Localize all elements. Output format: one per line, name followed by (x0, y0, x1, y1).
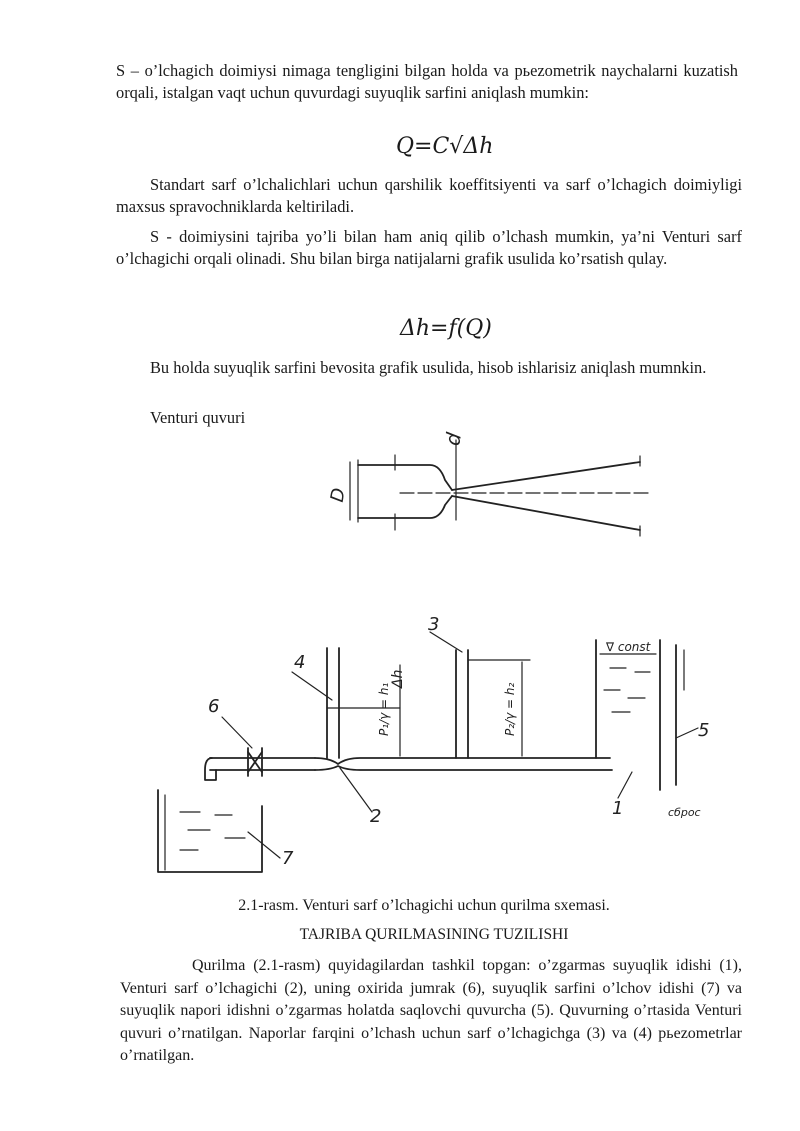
label-p2-h2: P₂/γ = h₂ (503, 682, 517, 736)
dimension-D-label: D (326, 486, 350, 504)
paragraph-standard-meters: Standart sarf o’lchalichlari uchun qarshilik koeffitsiyenti va sarf o’lchagich doimiyligi maxsus spravochniklarda keltiriladi. (116, 175, 742, 216)
label-sbros: сброс (668, 806, 701, 819)
formula-head-function: Δh=f(Q) (400, 316, 492, 341)
label-6: 6 (208, 696, 220, 717)
venturi-pipe-label: Venturi quvuri (150, 408, 246, 427)
label-p1-h1: P₁/γ = h₁ (377, 682, 391, 736)
label-3: 3 (428, 614, 440, 635)
label-1: 1 (612, 798, 624, 819)
paragraph-constant-definition: S – o’lchagich doimiysi nimaga tengligini bilgan holda va pьezometrik naychalarni kuzatish orqali, istalgan vaqt uchun quvurdagi suyuqlik sarfini aniqlash mumkin: (116, 61, 738, 102)
paragraph-graphical-method: Bu holda suyuqlik sarfini bevosita grafik usulida, hisob ishlarisiz aniqlash mumnkin. (150, 358, 707, 377)
label-5: 5 (698, 720, 710, 741)
paragraph-experimental-constant: S - doimiysini tajriba yo’li bilan ham aniq qilib o’lchash mumkin, ya’ni Venturi sarf o’lchagichi orqali olinadi. Shu bilan birga natijalarni grafik usulida ko’rsatish qulay. (116, 227, 742, 268)
label-4: 4 (294, 652, 306, 673)
label-2: 2 (370, 806, 382, 827)
dimension-d-label: d (440, 430, 467, 448)
label-const: ∇ const (606, 640, 651, 654)
paragraph-setup-description: Qurilma (2.1-rasm) quyidagilardan tashkil topgan: o’zgarmas suyuqlik idishi (1), Venturi sarf o’lchagichi (2), uning oxirida jumrak (6), suyuqlik sarfini o’lchov idishi (7) va suyuqlik napori idishni o’zgarmas holatda saqlovchi quvurcha (5). Quvurning o’rtasida Venturi quvuri o’rnatilgan. Naporlar farqini o’lchash uchun sarf o’lchagichga (3) va (4) pьezometrlar o’rnatilgan. (120, 957, 742, 1065)
section-heading: TAJRIBA QURILMASINING TUZILISHI (299, 926, 569, 943)
formula-flow-rate: Q=C√Δh (396, 134, 494, 159)
figure-caption: 2.1-rasm. Venturi sarf o’lchagichi uchun qurilma sxemasi. (238, 897, 610, 914)
label-delta-h: Δh (390, 669, 406, 688)
label-7: 7 (282, 848, 294, 869)
